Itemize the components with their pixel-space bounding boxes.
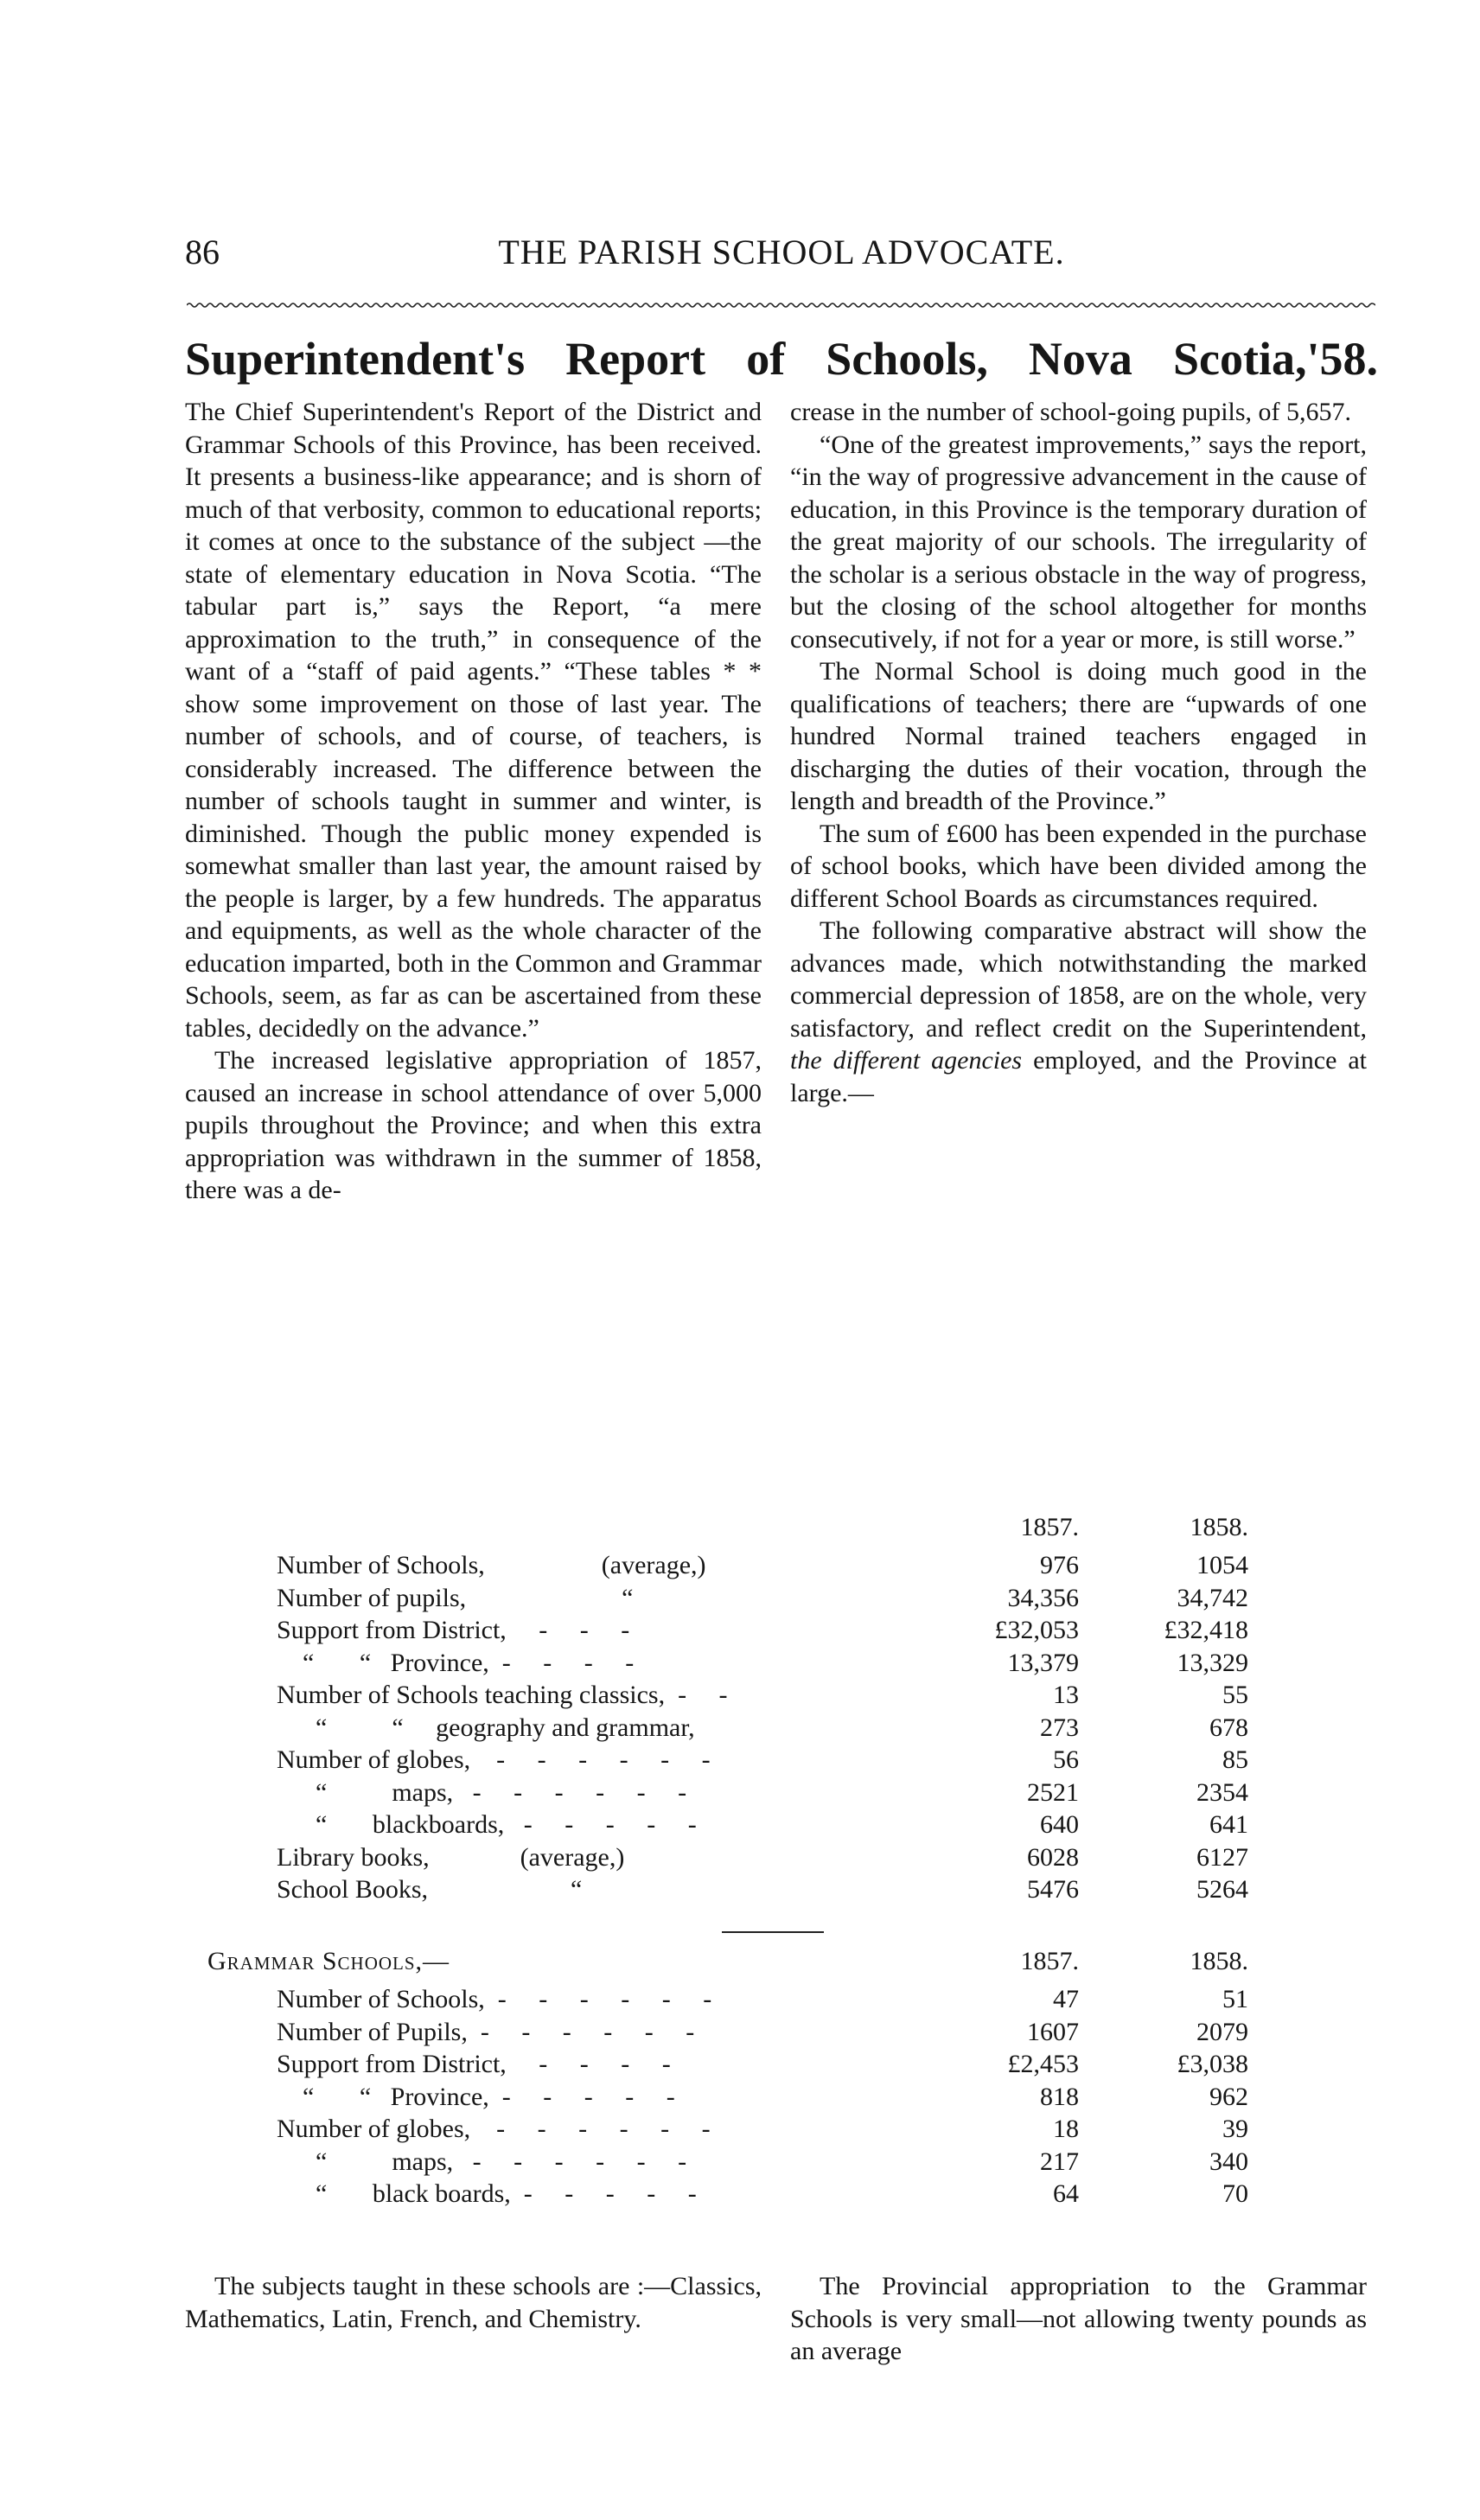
common-schools-row-label: Number of globes, - - - - - -: [277, 1745, 711, 1774]
grammar-schools-row-label: “ black boards, - - - - -: [277, 2179, 697, 2208]
common-schools-row: [277, 1809, 1248, 1841]
closing-right-paragraph: The Provincial appropriation to the Grammar Schools is very small—not allowing twenty pounds as an average: [790, 2272, 1367, 2365]
common-schools-row: [277, 1744, 1248, 1777]
grammar-schools-row-label: Number of Pupils, - - - - - -: [277, 2017, 695, 2046]
grammar-schools-row: [207, 1983, 1248, 2016]
grammar-schools-row: [207, 2048, 1248, 2081]
grammar-schools-table: [207, 1945, 1248, 2211]
common-schools-value-1858: 34,742: [1177, 1583, 1248, 1612]
common-schools-row-label: “ blackboards, - - - - -: [277, 1810, 697, 1839]
common-schools-row: [277, 1841, 1248, 1874]
closing-left-column: [185, 2270, 762, 2335]
left-column: [185, 396, 762, 1207]
right-column: [790, 396, 1367, 1109]
grammar-schools-row: [207, 2016, 1248, 2049]
grammar-year-1858: 1858.: [1190, 1947, 1248, 1975]
grammar-schools-value-1858: 2079: [1196, 2017, 1248, 2046]
common-schools-value-1858: 641: [1209, 1810, 1248, 1839]
common-schools-row-label: “ maps, - - - - - -: [277, 1777, 687, 1807]
common-year-header-row: [277, 1511, 1248, 1549]
section-divider-rule: [722, 1931, 824, 1933]
common-schools-value-1857: 13,379: [1007, 1648, 1079, 1677]
common-schools-value-1858: 55: [1222, 1681, 1248, 1709]
common-schools-row: [277, 1712, 1248, 1745]
grammar-year-header-row: [207, 1945, 1248, 1983]
common-schools-row-label: Library books, (average,): [277, 1842, 625, 1872]
right-paragraph-4: The sum of £600 has been expended in the purchase of school books, which have been divided among the different School Boards as circumstances required.: [790, 819, 1367, 913]
grammar-schools-value-1858: 962: [1209, 2082, 1248, 2111]
common-schools-row-label: Number of Schools teaching classics, - -: [277, 1681, 728, 1709]
common-schools-value-1857: 56: [1053, 1745, 1079, 1774]
grammar-schools-row: [207, 2081, 1248, 2114]
article-title: Superintendent's Report of Schools, Nova Scotia,'58.: [185, 333, 1378, 385]
grammar-schools-row-label: “ maps, - - - - - -: [277, 2147, 687, 2176]
common-schools-value-1857: 13: [1053, 1681, 1079, 1709]
common-schools-value-1858: 13,329: [1177, 1648, 1248, 1677]
left-paragraph-1: The Chief Superintendent's Report of the District and Grammar Schools of this Province, has been received. It presents a business-like appearance; and is shorn of much of that verbosity, common to educational reports; it comes at once to the substance of the subject —the state of elementary education in Nova Scotia. “The tabular part is,” says the Report, “a mere approximation to the truth,” in consequence of the want of a “staff of paid agents.” “These tables * * show some improvement on those of last year. The number of schools, and of course, of teachers, is considerably increased. The difference between the number of schools taught in summer and winter, is diminished. Though the public money expended is somewhat smaller than last year, the amount raised by the people is larger, by a few hundreds. The apparatus and equipments, as well as the whole character of the education imparted, both in the Common and Grammar Schools, seem, as far as can be ascertained from these tables, decidedly on the advance.”: [185, 398, 762, 1043]
common-schools-row-label: Support from District, - - -: [277, 1616, 630, 1644]
common-schools-value-1858: 1054: [1196, 1551, 1248, 1579]
grammar-schools-value-1857: 18: [1053, 2115, 1079, 2143]
right-paragraph-3: The Normal School is doing much good in the qualifications of teachers; there are “upwards of one hundred Normal trained teachers engaged in discharging the duties of their vocation, through the length and breadth of the Province.”: [790, 657, 1367, 815]
right-paragraph-5: [790, 915, 1367, 1109]
grammar-schools-row: [207, 2146, 1248, 2179]
grammar-schools-row: [207, 2178, 1248, 2211]
journal-title: THE PARISH SCHOOL ADVOCATE.: [498, 233, 1065, 271]
common-schools-value-1857: 2521: [1027, 1777, 1079, 1807]
italic-phrase: the different agencies: [790, 1046, 1023, 1075]
grammar-schools-value-1857: 64: [1053, 2179, 1079, 2208]
common-schools-value-1858: £32,418: [1164, 1616, 1248, 1644]
year-1857: 1857.: [1020, 1513, 1079, 1541]
common-schools-row-label: School Books, “: [277, 1875, 583, 1904]
grammar-schools-value-1858: 70: [1222, 2179, 1248, 2208]
grammar-schools-value-1857: £2,453: [1007, 2050, 1079, 2078]
right-paragraph-5-text: The following comparative abstract will show the advances made, which notwithstanding the marked commercial depression of 1858, are on the whole, very satisfactory, and reflect credit on the Superintendent, the different agencies employed, and the Province at large.—: [790, 916, 1368, 1107]
common-schools-table: [277, 1511, 1248, 1906]
common-schools-value-1857: 5476: [1027, 1875, 1079, 1904]
common-schools-value-1857: 6028: [1027, 1842, 1079, 1872]
decorative-wavy-rule: [187, 301, 1375, 309]
common-schools-row-label: Number of pupils, “: [277, 1583, 634, 1612]
year-1858: 1858.: [1190, 1513, 1248, 1541]
grammar-schools-heading: Grammar Schools,—: [207, 1947, 450, 1975]
common-schools-value-1857: 34,356: [1007, 1583, 1079, 1612]
common-schools-row-label: “ “ geography and grammar,: [277, 1713, 695, 1742]
left-paragraph-2: The increased legislative appropriation of 1857, caused an increase in school attendance of over 5,000 pupils throughout the Province; and when this extra appropriation was withdrawn in the summer of 1858, there was a de-: [185, 1046, 762, 1204]
common-schools-row: [277, 1679, 1248, 1712]
grammar-schools-row: [207, 2113, 1248, 2146]
common-schools-value-1857: 976: [1040, 1551, 1079, 1579]
grammar-schools-value-1858: 39: [1222, 2115, 1248, 2143]
grammar-schools-value-1857: 217: [1040, 2147, 1079, 2176]
common-schools-value-1858: 5264: [1196, 1875, 1248, 1904]
grammar-schools-row-label: Number of globes, - - - - - -: [277, 2115, 711, 2143]
right-paragraph-2: “One of the greatest improvements,” says the report, “in the way of progressive advancement in the cause of education, in this Province is the temporary duration of the great majority of our schools. The irregularity of the scholar is a serious obstacle in the way of progress, but the closing of the school altogether for months consecutively, if not for a year or more, is still worse.”: [790, 430, 1367, 654]
common-schools-value-1858: 85: [1222, 1745, 1248, 1774]
grammar-schools-value-1858: £3,038: [1177, 2050, 1248, 2078]
common-schools-row: [277, 1647, 1248, 1680]
grammar-schools-value-1858: 340: [1209, 2147, 1248, 2176]
grammar-schools-row-label: Number of Schools, - - - - - -: [277, 1985, 712, 2013]
common-schools-value-1858: 6127: [1196, 1842, 1248, 1872]
grammar-year-1857: 1857.: [1020, 1947, 1079, 1975]
common-schools-row: [277, 1582, 1248, 1615]
closing-right-column: [790, 2270, 1367, 2368]
page-number: 86: [185, 233, 220, 271]
common-schools-row-label: Number of Schools, (average,): [277, 1551, 706, 1579]
grammar-schools-value-1857: 47: [1053, 1985, 1079, 2013]
common-schools-value-1858: 2354: [1196, 1777, 1248, 1807]
common-schools-value-1857: 640: [1040, 1810, 1079, 1839]
common-schools-row: [277, 1549, 1248, 1582]
grammar-schools-value-1857: 1607: [1027, 2017, 1079, 2046]
common-schools-row-label: “ “ Province, - - - -: [277, 1648, 635, 1677]
running-head: [185, 232, 1378, 280]
grammar-schools-value-1858: 51: [1222, 1985, 1248, 2013]
common-schools-value-1858: 678: [1209, 1713, 1248, 1742]
grammar-schools-row-label: Support from District, - - - -: [277, 2050, 671, 2078]
common-schools-value-1857: 273: [1040, 1713, 1079, 1742]
common-schools-row: [277, 1777, 1248, 1809]
closing-left-paragraph: The subjects taught in these schools are :—Classics, Mathematics, Latin, French, and Chemistry.: [185, 2272, 762, 2333]
common-schools-value-1857: £32,053: [994, 1616, 1079, 1644]
common-schools-row: [277, 1873, 1248, 1906]
common-schools-row: [277, 1614, 1248, 1647]
right-paragraph-1: crease in the number of school-going pupils, of 5,657.: [790, 398, 1352, 426]
grammar-schools-row-label: “ “ Province, - - - - -: [277, 2082, 675, 2111]
grammar-schools-value-1857: 818: [1040, 2082, 1079, 2111]
